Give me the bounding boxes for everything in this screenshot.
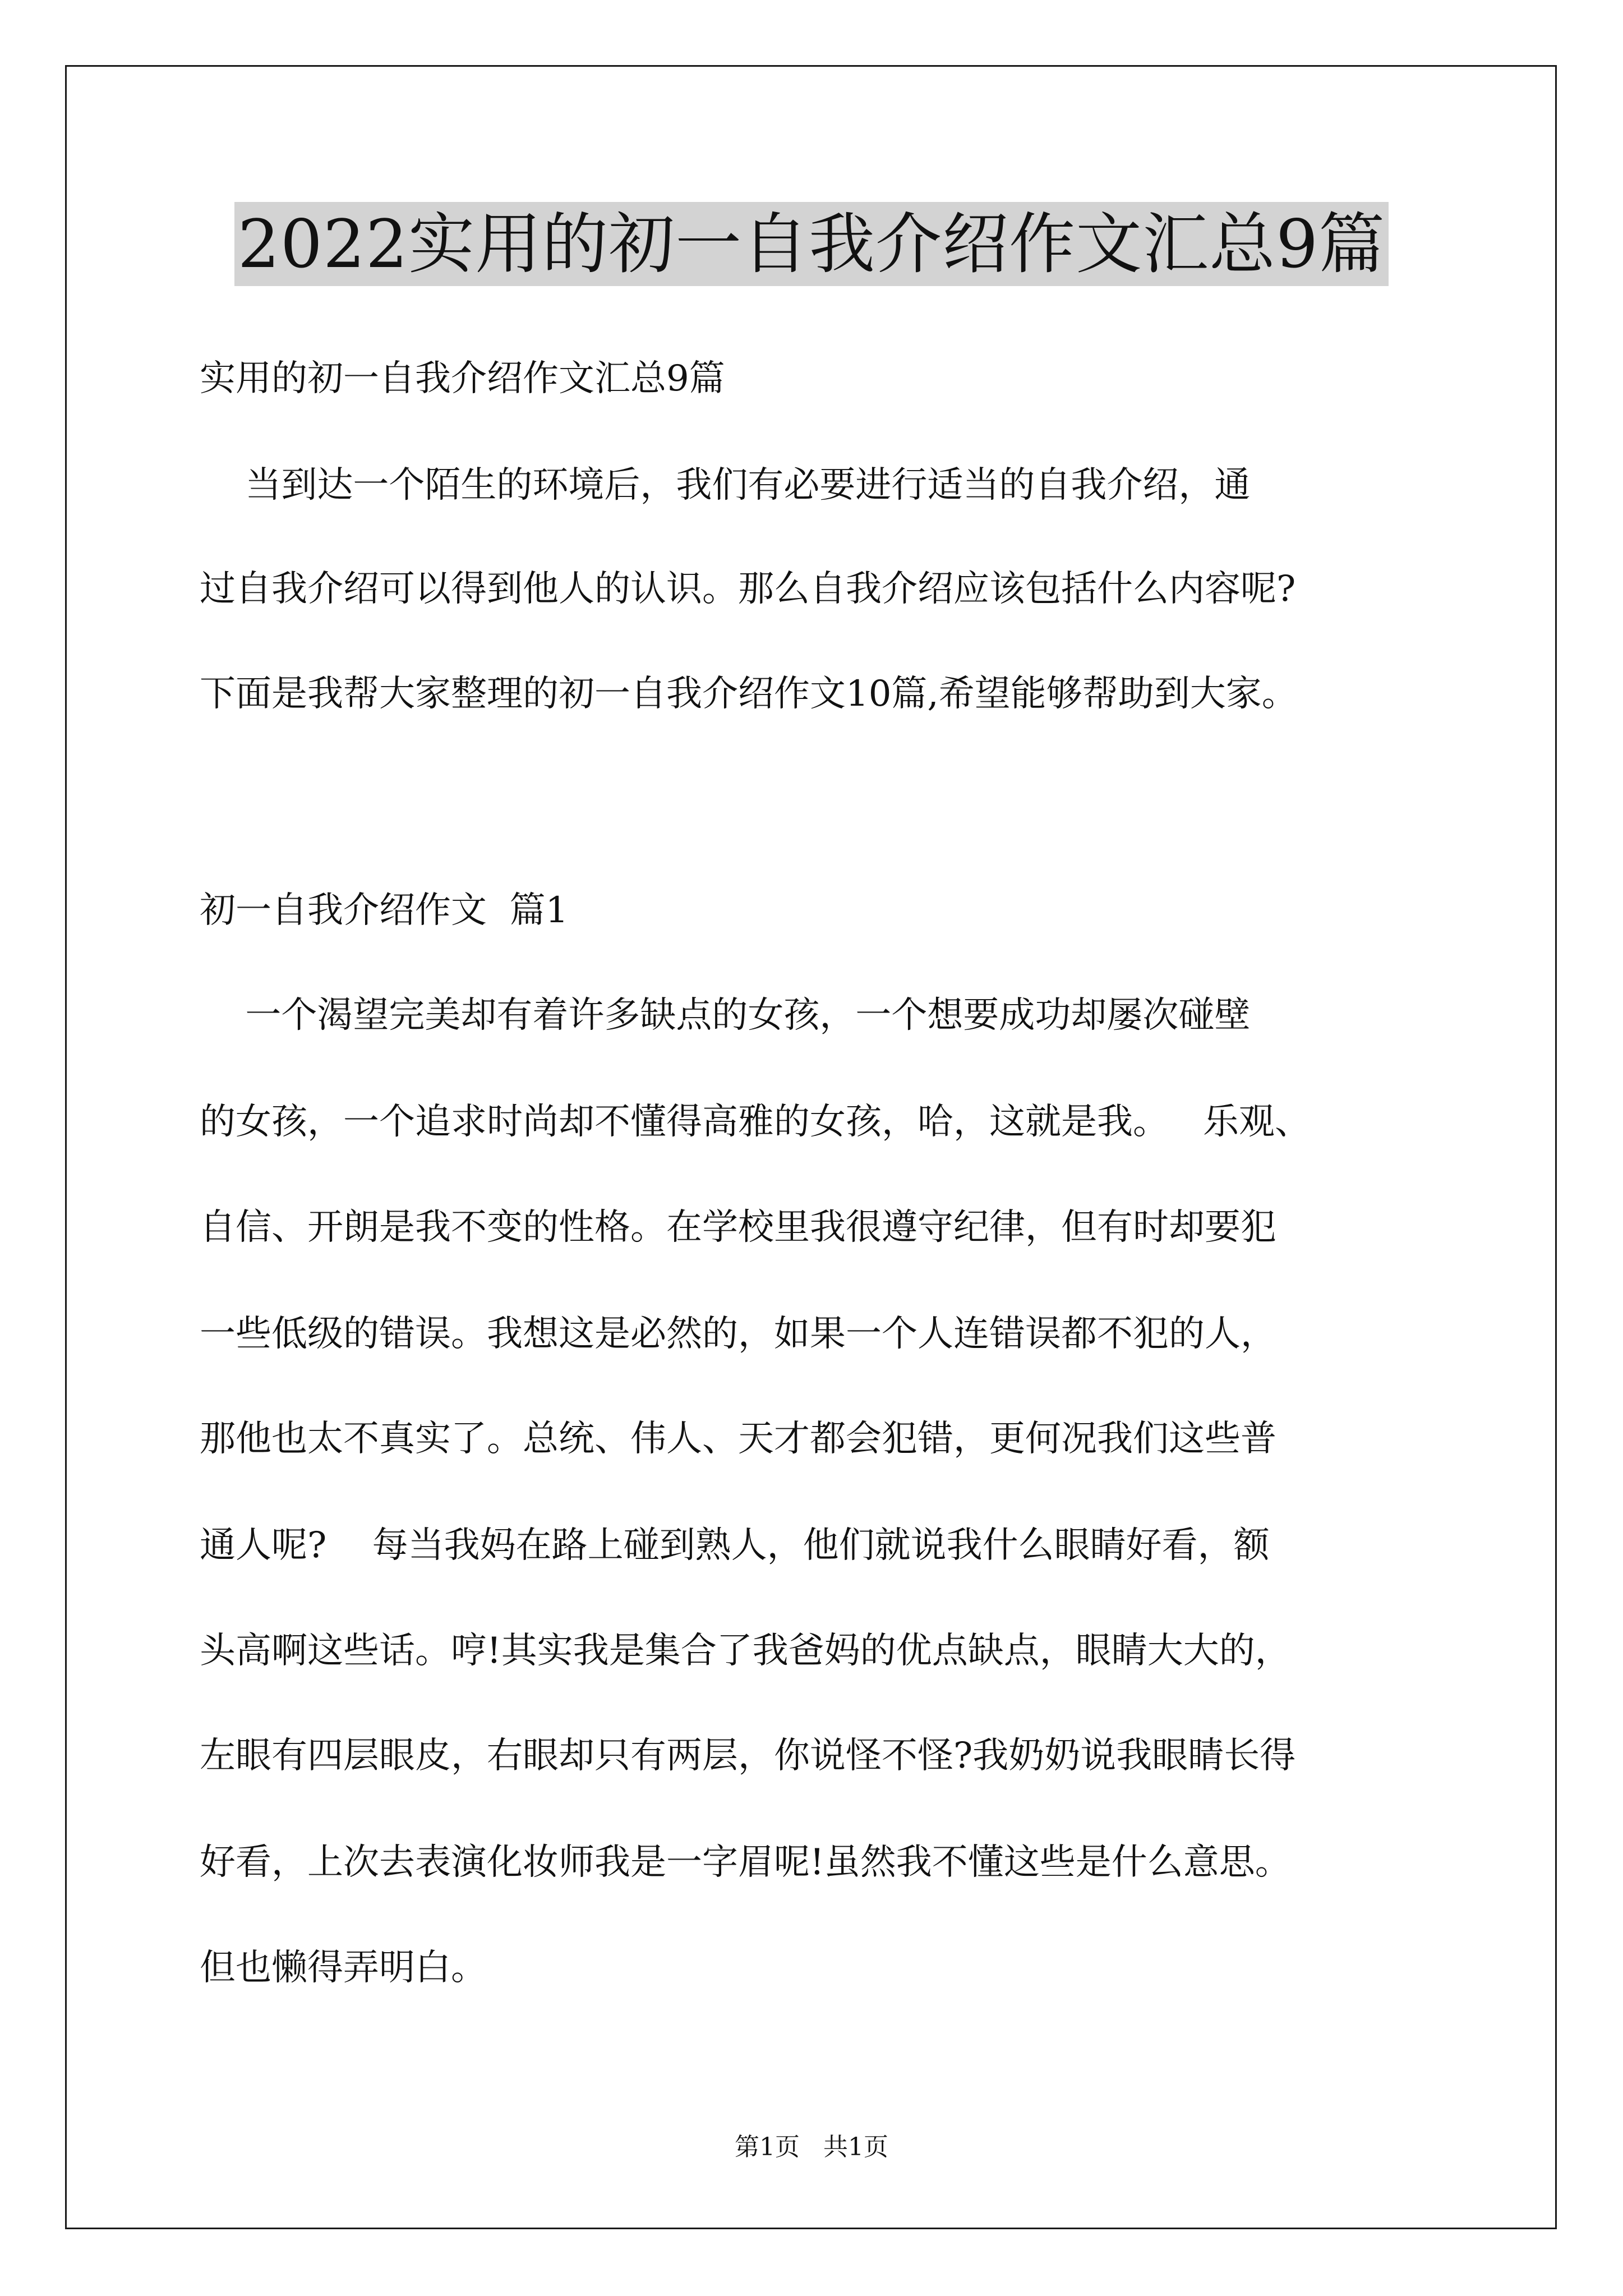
body-line-8: 左眼有四层眼皮，右眼却只有两层，你说怪不怪?我奶奶说我眼睛长得 [200, 1735, 1296, 1777]
body-line-4: 一些低级的错误。我想这是必然的，如果一个人连错误都不犯的人， [200, 1313, 1276, 1355]
body-line-7: 头高啊这些话。哼!其实我是集合了我爸妈的优点缺点，眼睛大大的， [200, 1630, 1291, 1672]
intro-line-3: 下面是我帮大家整理的初一自我介绍作文10篇,希望能够帮助到大家。 [200, 673, 1298, 715]
body-line-10: 但也懒得弄明白。 [200, 1947, 487, 1989]
intro-line-2: 过自我介绍可以得到他人的认识。那么自我介绍应该包括什么内容呢? [200, 568, 1296, 610]
body-line-3: 自信、开朗是我不变的性格。在学校里我很遵守纪律，但有时却要犯 [200, 1207, 1276, 1248]
body-line-9: 好看，上次去表演化妆师我是一字眉呢!虽然我不懂这些是什么意思。 [200, 1842, 1291, 1883]
page-footer: 第1页 共1页 [735, 2133, 888, 2161]
body-line-5: 那他也太不真实了。总统、伟人、天才都会犯错，更何况我们这些普 [200, 1418, 1276, 1460]
body-line-1: 一个渴望完美却有着许多缺点的女孩，一个想要成功却屡次碰壁 [200, 995, 1251, 1036]
body-line-6: 通人呢? 每当我妈在路上碰到熟人，他们就说我什么眼睛好看，额 [200, 1525, 1270, 1566]
intro-line-1: 当到达一个陌生的环境后，我们有必要进行适当的自我介绍，通 [200, 464, 1251, 506]
section-heading: 初一自我介绍作文 篇1 [200, 890, 569, 931]
title-container [0, 202, 1623, 286]
document-subtitle: 实用的初一自我介绍作文汇总9篇 [200, 358, 725, 399]
body-line-2: 的女孩，一个追求时尚却不懂得高雅的女孩，哈，这就是我。 乐观、 [200, 1101, 1311, 1143]
document-title: 2022实用的初一自我介绍作文汇总9篇 [234, 202, 1389, 286]
